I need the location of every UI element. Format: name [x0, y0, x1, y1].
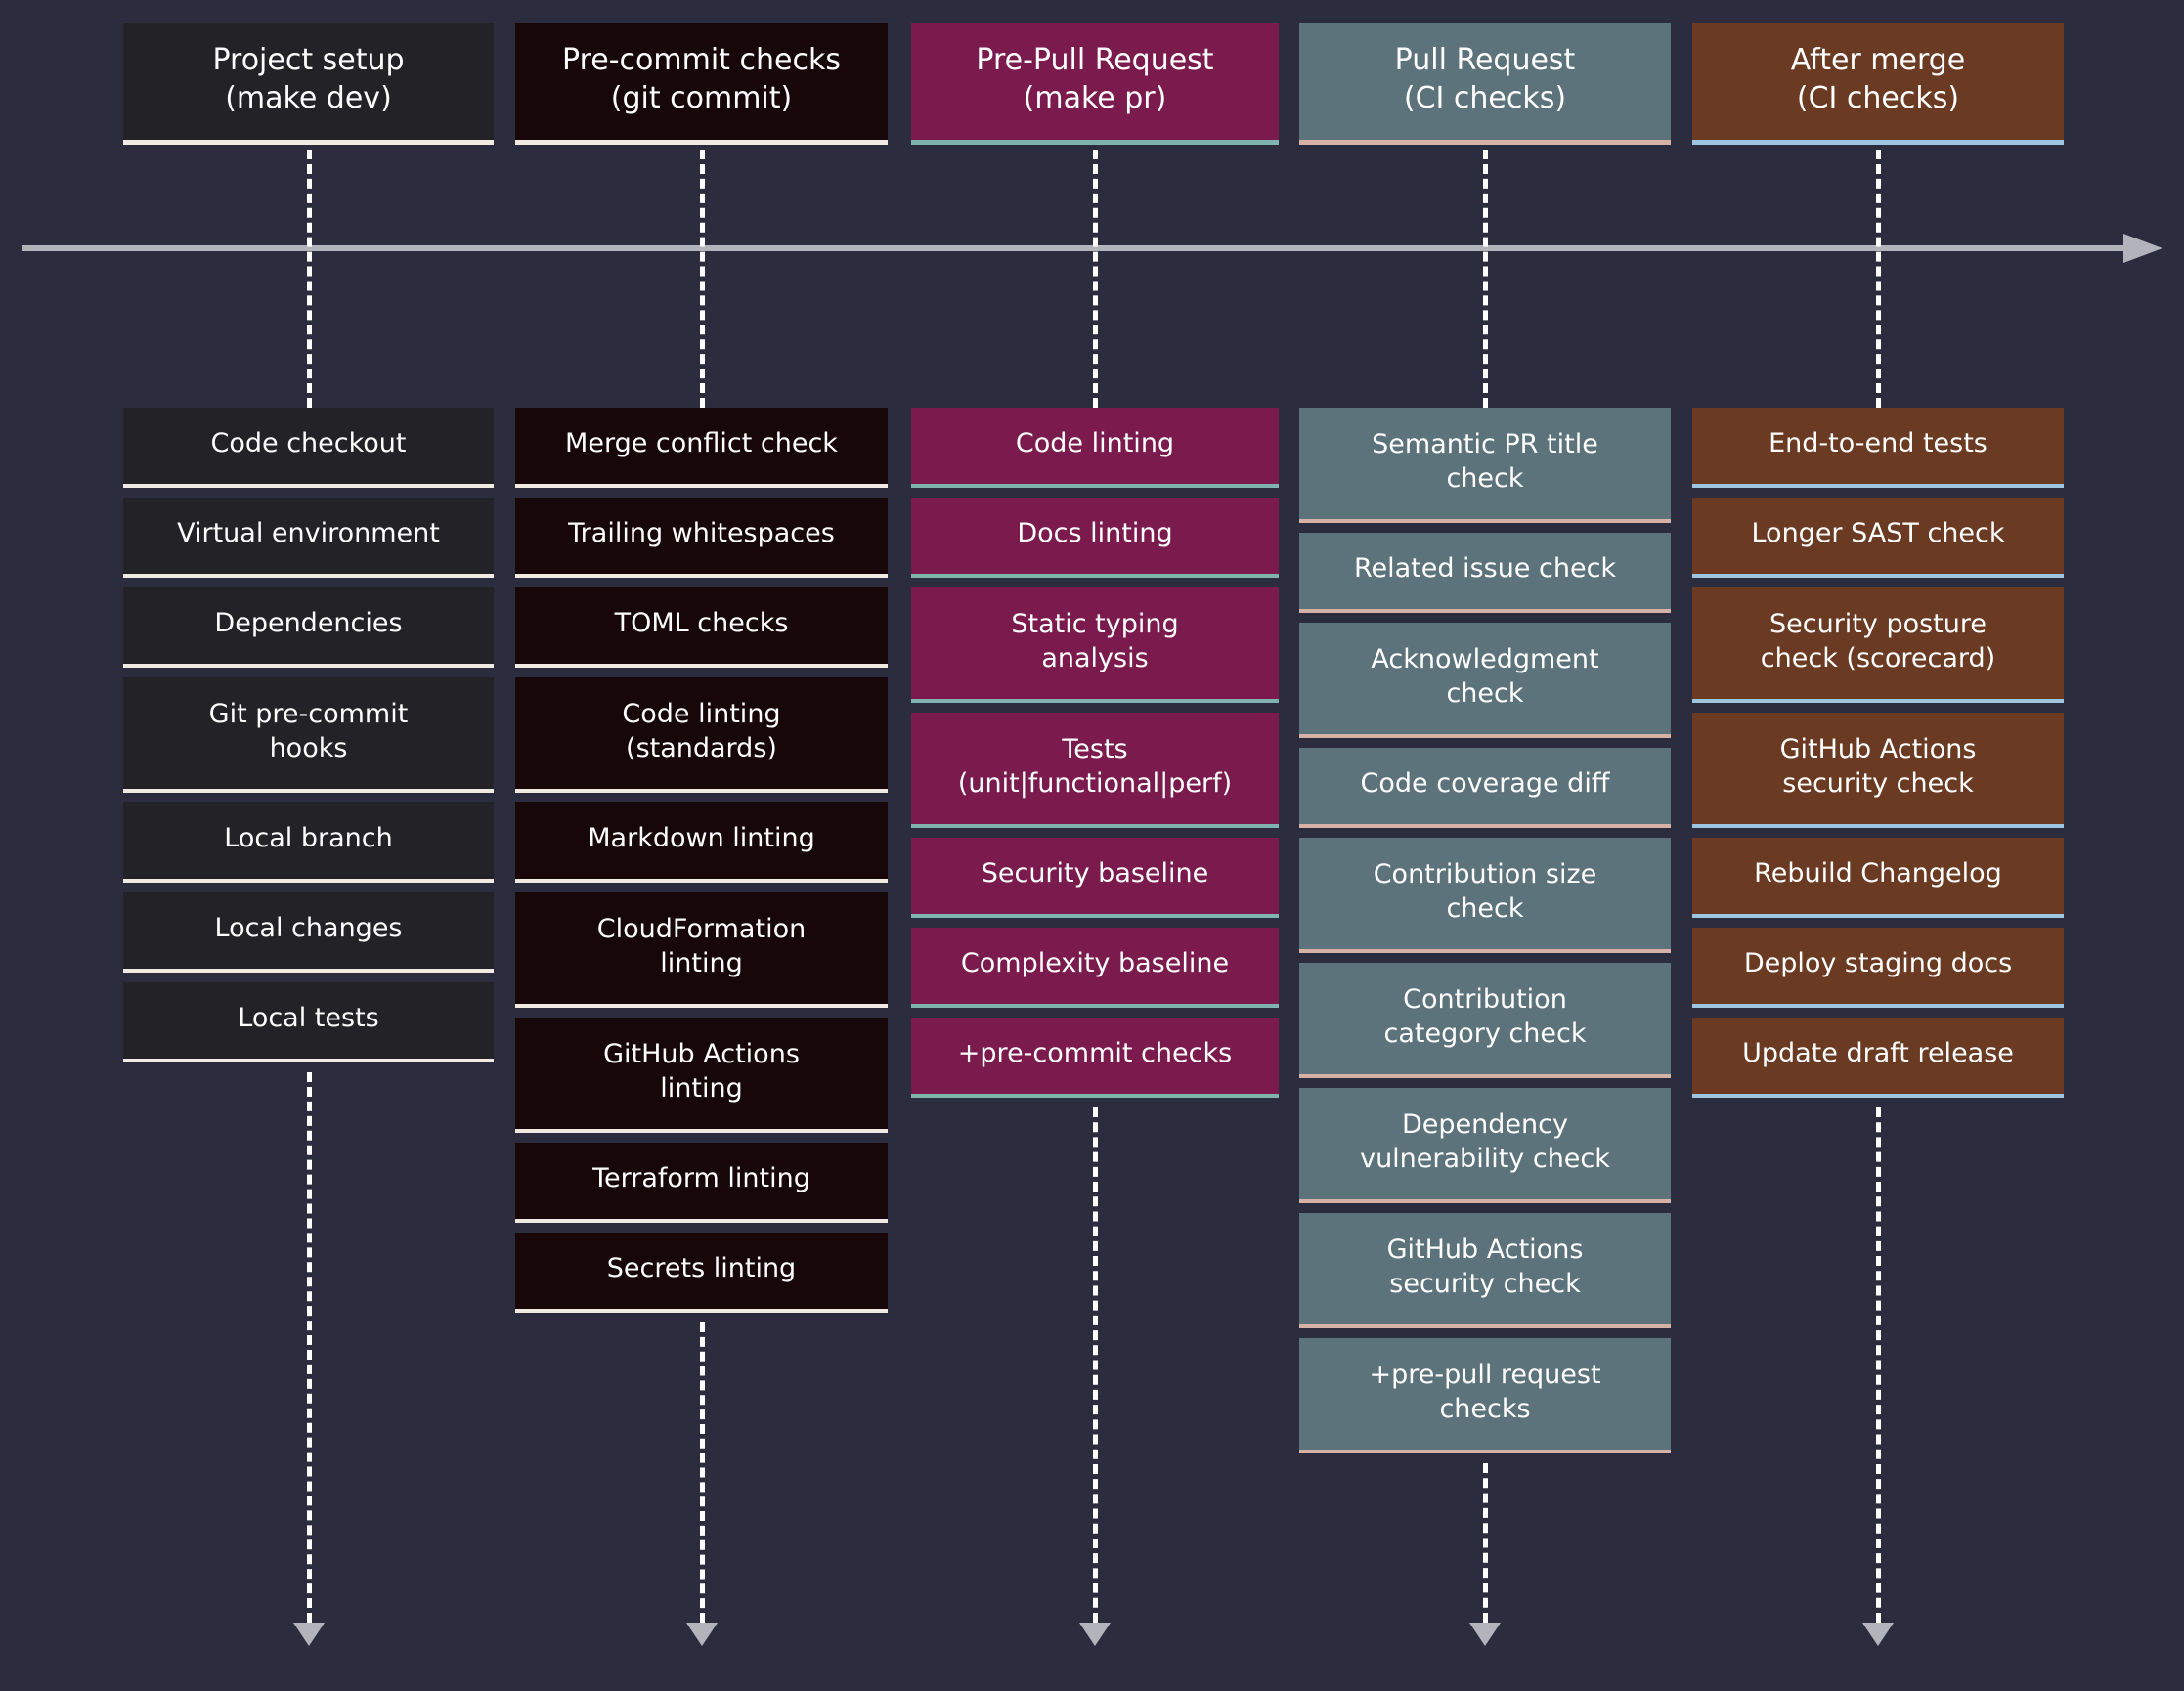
step-card: [515, 1143, 888, 1223]
step-card: [911, 838, 1279, 918]
step-label: Longer SAST check: [1751, 518, 2005, 549]
connector-dashed-top: [1093, 150, 1098, 408]
step-card: [1299, 1338, 1671, 1453]
connector-dashed-bottom: [1876, 1107, 1881, 1623]
step-card: [1692, 498, 2064, 578]
phase-header-title: Pre-Pull Request: [976, 43, 1214, 77]
phase-header-title: Pull Request: [1394, 43, 1576, 77]
step-card: [911, 498, 1279, 578]
step-card: [515, 802, 888, 883]
step-card: [515, 408, 888, 488]
step-label: Docs linting: [1017, 518, 1173, 549]
phase-header-subtitle: (make dev): [225, 81, 392, 115]
step-card: [123, 498, 494, 578]
step-label: Local branch: [224, 823, 393, 854]
step-label: Dependency vulnerability check: [1360, 1108, 1610, 1174]
step-card: [1299, 963, 1671, 1078]
step-label: TOML checks: [614, 608, 789, 639]
step-card: [911, 1018, 1279, 1098]
step-label: Trailing whitespaces: [568, 518, 835, 549]
step-label: Related issue check: [1353, 553, 1617, 585]
step-label: Update draft release: [1742, 1038, 2014, 1069]
step-label: End-to-end tests: [1769, 428, 1987, 459]
connector-dashed-top: [1876, 150, 1881, 408]
connector-dashed-bottom: [307, 1072, 312, 1623]
step-card: [911, 587, 1279, 703]
step-label: Code linting (standards): [622, 698, 781, 763]
step-label: Virtual environment: [177, 518, 440, 549]
step-card: [123, 408, 494, 488]
step-label: Security posture check (scorecard): [1760, 608, 1996, 673]
step-card: [1692, 838, 2064, 918]
step-card: [123, 677, 494, 793]
step-label: Code linting: [1015, 428, 1175, 459]
connector-dashed-bottom: [1093, 1107, 1098, 1623]
step-label: +pre-pull request checks: [1369, 1359, 1601, 1424]
step-card: [123, 982, 494, 1062]
step-label: GitHub Actions security check: [1779, 733, 1977, 799]
step-card: [1299, 1088, 1671, 1203]
step-card: [123, 802, 494, 883]
step-card: [515, 1018, 888, 1133]
phase-header-title: Pre-commit checks: [562, 43, 841, 77]
timeline-bar: [22, 245, 2123, 251]
step-label: Tests (unit|functional|perf): [957, 733, 1233, 799]
step-label: GitHub Actions security check: [1386, 1234, 1584, 1299]
step-card: [1299, 623, 1671, 738]
phase-header-subtitle: (CI checks): [1796, 81, 1960, 115]
step-label: Local tests: [238, 1003, 379, 1034]
timeline-arrow: [22, 242, 2162, 254]
connector-arrowhead: [1469, 1623, 1501, 1646]
step-label: Secrets linting: [606, 1253, 797, 1284]
step-card: [1299, 408, 1671, 523]
connector-arrowhead: [686, 1623, 718, 1646]
step-card: [1299, 748, 1671, 828]
step-label: Deploy staging docs: [1743, 948, 2013, 979]
step-card: [515, 892, 888, 1008]
step-card: [515, 587, 888, 668]
step-label: Static typing analysis: [1011, 608, 1179, 673]
phase-header-pull-request: [1299, 23, 1671, 145]
phase-header-subtitle: (git commit): [610, 81, 793, 115]
connector-dashed-bottom: [1483, 1463, 1488, 1623]
phase-header-subtitle: (CI checks): [1403, 81, 1567, 115]
phase-header-title: Project setup: [212, 43, 405, 77]
step-card: [1299, 533, 1671, 613]
step-label: Rebuild Changelog: [1754, 858, 2002, 889]
connector-dashed-top: [307, 150, 312, 408]
timeline-arrowhead: [2123, 234, 2162, 263]
step-card: [1299, 1213, 1671, 1328]
connector-dashed-top: [700, 150, 705, 408]
step-card: [1692, 1018, 2064, 1098]
step-card: [1692, 408, 2064, 488]
phase-header-pre-commit-checks: [515, 23, 888, 145]
step-label: Security baseline: [981, 858, 1209, 889]
phase-header-subtitle: (make pr): [1023, 81, 1167, 115]
step-label: Complexity baseline: [960, 948, 1230, 979]
connector-dashed-bottom: [700, 1322, 705, 1623]
phase-header-pre-pull-request: [911, 23, 1279, 145]
step-card: [1692, 928, 2064, 1008]
connector-arrowhead: [293, 1623, 325, 1646]
step-card: [515, 677, 888, 793]
step-card: [1692, 713, 2064, 828]
step-label: Terraform linting: [592, 1163, 810, 1194]
step-label: Semantic PR title check: [1372, 428, 1598, 494]
step-card: [1692, 587, 2064, 703]
step-card: [911, 408, 1279, 488]
connector-arrowhead: [1862, 1623, 1894, 1646]
step-card: [515, 1233, 888, 1313]
step-card: [515, 498, 888, 578]
step-card: [123, 892, 494, 973]
step-label: Dependencies: [214, 608, 403, 639]
step-label: Local changes: [214, 913, 403, 944]
step-card: [911, 713, 1279, 828]
step-label: Contribution category check: [1383, 983, 1587, 1049]
step-label: Merge conflict check: [565, 428, 838, 459]
step-label: Contribution size check: [1373, 858, 1597, 924]
step-label: Markdown linting: [588, 823, 815, 854]
connector-dashed-top: [1483, 150, 1488, 408]
step-label: CloudFormation linting: [596, 913, 807, 978]
step-label: Code coverage diff: [1360, 768, 1610, 800]
step-label: Git pre-commit hooks: [208, 698, 409, 763]
step-label: Acknowledgment check: [1371, 643, 1599, 709]
step-card: [123, 587, 494, 668]
phase-header-project-setup: [123, 23, 494, 145]
phase-header-title: After merge: [1790, 43, 1966, 77]
step-label: +pre-commit checks: [957, 1038, 1233, 1069]
step-card: [911, 928, 1279, 1008]
step-label: Code checkout: [210, 428, 407, 459]
connector-arrowhead: [1079, 1623, 1111, 1646]
step-card: [1299, 838, 1671, 953]
step-label: GitHub Actions linting: [603, 1038, 800, 1104]
phase-header-after-merge: [1692, 23, 2064, 145]
